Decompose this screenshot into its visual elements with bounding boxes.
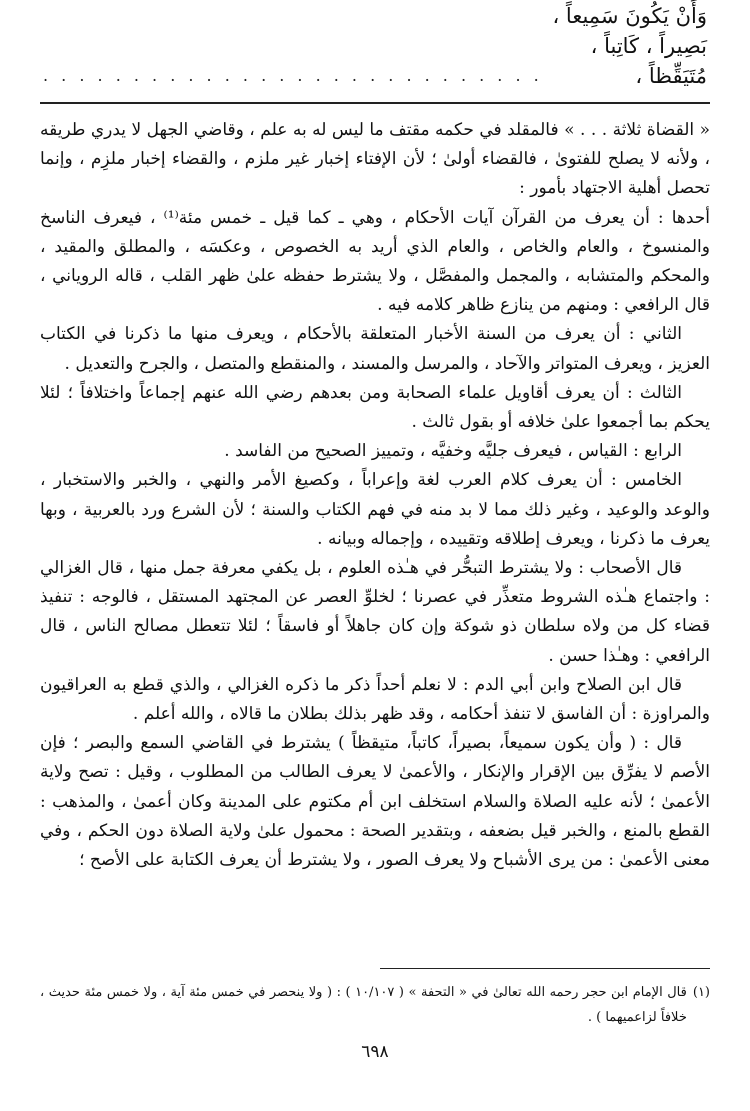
- page-number: ٦٩٨: [361, 1042, 389, 1062]
- paragraph: قال الأصحاب : ولا يشترط التبحُّر في هـٰذه العلوم ، بل يكفي معرفة جمل منها ، قال الغزالي : واجتماع هـٰذه الشروط متعذِّر في عصرنا ؛ لخلوِّ العصر عن المجتهد المستقل ، فالوجه : تنفيذ قضاء كل من ولاه سلطان ذو شوكة وإن كان جاهلاً أو فاسقاً ؛ لئلا تتعطل مصالح الناس ، قال الرافعي : وهـٰذا حسن .: [40, 558, 710, 666]
- footnote-number: (١): [692, 985, 710, 1000]
- footnote-rule: [380, 968, 710, 969]
- paragraph: الرابع : القياس ، فيعرف جليَّه وخفيَّه ، وتمييز الصحيح من الفاسد .: [224, 441, 682, 462]
- paragraph: « القضاة ثلاثة . . . » فالمقلد في حكمه مقتف ما ليس له به علم ، وقاضي الجهل لا يدري طريقه ، ولأنه لا يصلح للفتوىٰ ، فالقضاء أولىٰ ؛ لأن الإفتاء إخبار غير ملزم ، والقضاء إخبار ملزِم ، وإنما تحصل أهلية الاجتهاد بأمور :: [40, 120, 710, 199]
- paragraph: الثالث : أن يعرف أقاويل علماء الصحابة ومن بعدهم رضي الله عنهم إجماعاً واختلافاً ؛ لئلا يحكم بما أجمعوا علىٰ خلافه أو بقول ثالث .: [40, 382, 710, 433]
- running-head-title: وَأَنْ يَكُونَ سَمِيعاً ، بَصِيراً ، كَاتِباً ، مُتَيَقِّظاً ،: [552, 4, 707, 88]
- paragraph: الخامس : أن يعرف كلام العرب لغة وإعراباً ، وكصيغ الأمر والنهي ، والخبر والاستخبار ، والوعد والوعيد ، وغير ذلك مما لا بد منه في فهم الكتاب والسنة ؛ لأن الشرع ورد بالعربية ، وبها يعرف ما ذكرنا ، ويعرف إطلاقه وتقييده ، وإجماله وبيانه .: [40, 470, 710, 549]
- paragraph: الثاني : أن يعرف من السنة الأخبار المتعلقة بالأحكام ، ويعرف منها ما ذكرنا في الكتاب العزيز ، ويعرف المتواتر والآحاد ، والمرسل والمسند ، والمنقطع والمتصل ، والجرح والتعديل .: [40, 324, 710, 374]
- paragraph: قال : ( وأن يكون سميعاً، بصيراً، كاتباً، متيقظاً ) يشترط في القاضي السمع والبصر ؛ فإن الأصم لا يفرِّق بين الإقرار والإنكار ، والأعمىٰ لا يعرف الطالب من المطلوب ، وقيل : تصح ولاية الأعمىٰ ؛ لأنه عليه الصلاة والسلام استخلف ابن أم مكتوم على المدينة وكان أعمىٰ ، والمذهب : القطع بالمنع ، والخبر قيل بضعفه ، وبتقدير الصحة : محمول علىٰ ولاية الصلاة دون الحكم ، وفي معنى الأعمىٰ : من يرى الأشباح ولا يعرف الصور ، ولا يشترط أن يعرف الكتابة على الأصح ؛: [40, 733, 710, 871]
- running-head: [43, 4, 707, 91]
- header-rule: [40, 102, 710, 104]
- paragraph: قال ابن الصلاح وابن أبي الدم : لا نعلم أحداً ذكر ما ذكره الغزالي ، والذي قطع به العراقيون والمراوزة : أن الفاسق لا تنفذ أحكامه ، وقد ظهر بذلك بطلان ما قالاه ، والله أعلم .: [40, 674, 710, 725]
- paragraph: أحدها : أن يعرف من القرآن آيات الأحكام ، وهي ـ كما قيل ـ خمس مئة⁽¹⁾ ، فيعرف الناسخ والمنسوخ ، والعام والخاص ، والعام الذي أريد به الخصوص ، وعكسَه ، والمطلق والمقيد ، والمحكم والمتشابه ، والمجمل والمفصَّل ، ولا يشترط حفظه علىٰ ظهر القلب ، قاله الروياني ، قال الرافعي : ومنهم من ينازع ظاهر كلامه فيه .: [40, 207, 710, 316]
- footnote-text: قال الإمام ابن حجر رحمه الله تعالىٰ في « التحفة » ( ١٠/١٠٧ ) : ( ولا ينحصر في خمس مئة آية ، ولا خمس مئة حديث ، خلافاً لزاعميهما ) .: [40, 985, 687, 1025]
- running-head-dots: . . . . . . . . . . . . . . . . . . . . . . . . . . . .: [43, 66, 543, 85]
- footnote: [40, 980, 710, 1030]
- main-text: [40, 116, 710, 875]
